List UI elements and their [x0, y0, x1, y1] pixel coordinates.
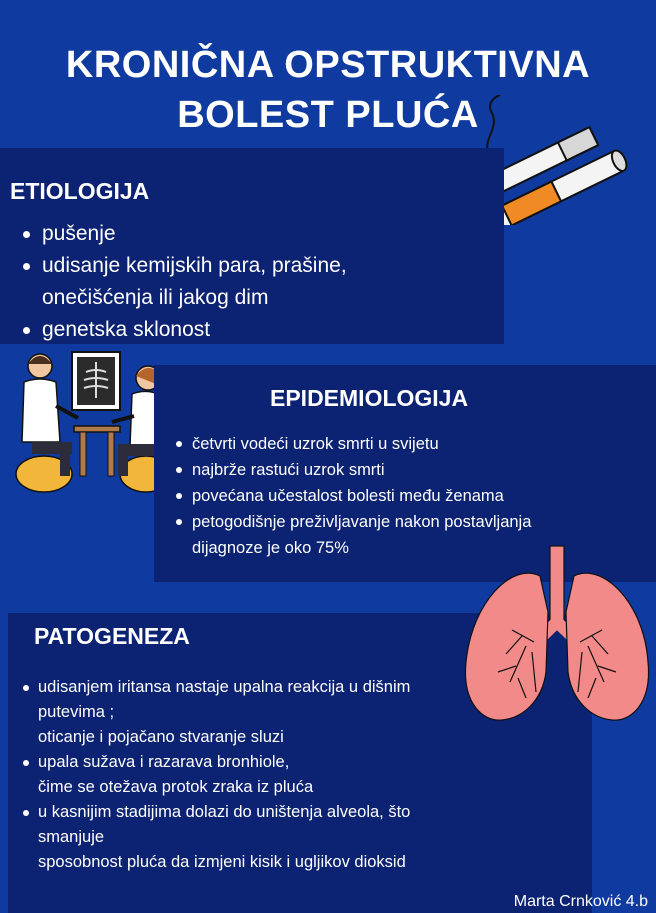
list-item-continuation: oticanje i pojačano stvaranje sluzi — [38, 728, 284, 746]
author-signature: Marta Crnković 4.b — [513, 893, 648, 910]
title-line-2: BOLEST PLUĆA — [177, 94, 479, 136]
list-item: u kasnijim stadijima dolazi do uništenja alveola, što — [22, 800, 498, 825]
patogeneza-list — [22, 675, 498, 875]
list-item: pušenje — [20, 218, 347, 250]
list-item-continuation: smanjuje — [38, 828, 105, 846]
list-item: najbrže rastući uzrok smrti — [174, 457, 647, 483]
list-item-continuation: onečišćenja ili jakog dim — [42, 286, 269, 309]
title-line-1: KRONIČNA OPSTRUKTIVNA — [65, 44, 591, 86]
list-item: genetska sklonost — [20, 314, 347, 346]
etiologija-list — [20, 218, 347, 346]
doctor-patient-illustration — [14, 346, 174, 496]
list-item: povećana učestalost bolesti među ženama — [174, 483, 647, 509]
list-item-continuation: putevima ; — [38, 703, 115, 721]
lungs-illustration — [462, 542, 652, 732]
list-item: četvrti vodeći uzrok smrti u svijetu — [174, 431, 647, 457]
list-item: udisanje kemijskih para, prašine, — [20, 250, 347, 282]
epidemiologija-heading: EPIDEMIOLOGIJA — [270, 385, 469, 411]
patogeneza-heading: PATOGENEZA — [34, 623, 190, 649]
etiologija-panel — [0, 148, 504, 344]
list-item: petogodišnje preživljavanje nakon postavljanja — [174, 509, 647, 535]
list-item: upala sužava i razarava bronhiole, — [22, 750, 498, 775]
list-item-continuation: dijagnoze je oko 75% — [192, 539, 349, 557]
list-item-continuation: čime se otežava protok zraka iz pluća — [38, 778, 314, 796]
list-item-continuation: sposobnost pluća da izmjeni kisik i ugljikov dioksid — [38, 853, 406, 871]
etiologija-heading: ETIOLOGIJA — [10, 178, 150, 204]
list-item: udisanjem iritansa nastaje upalna reakcija u dišnim — [22, 675, 498, 700]
